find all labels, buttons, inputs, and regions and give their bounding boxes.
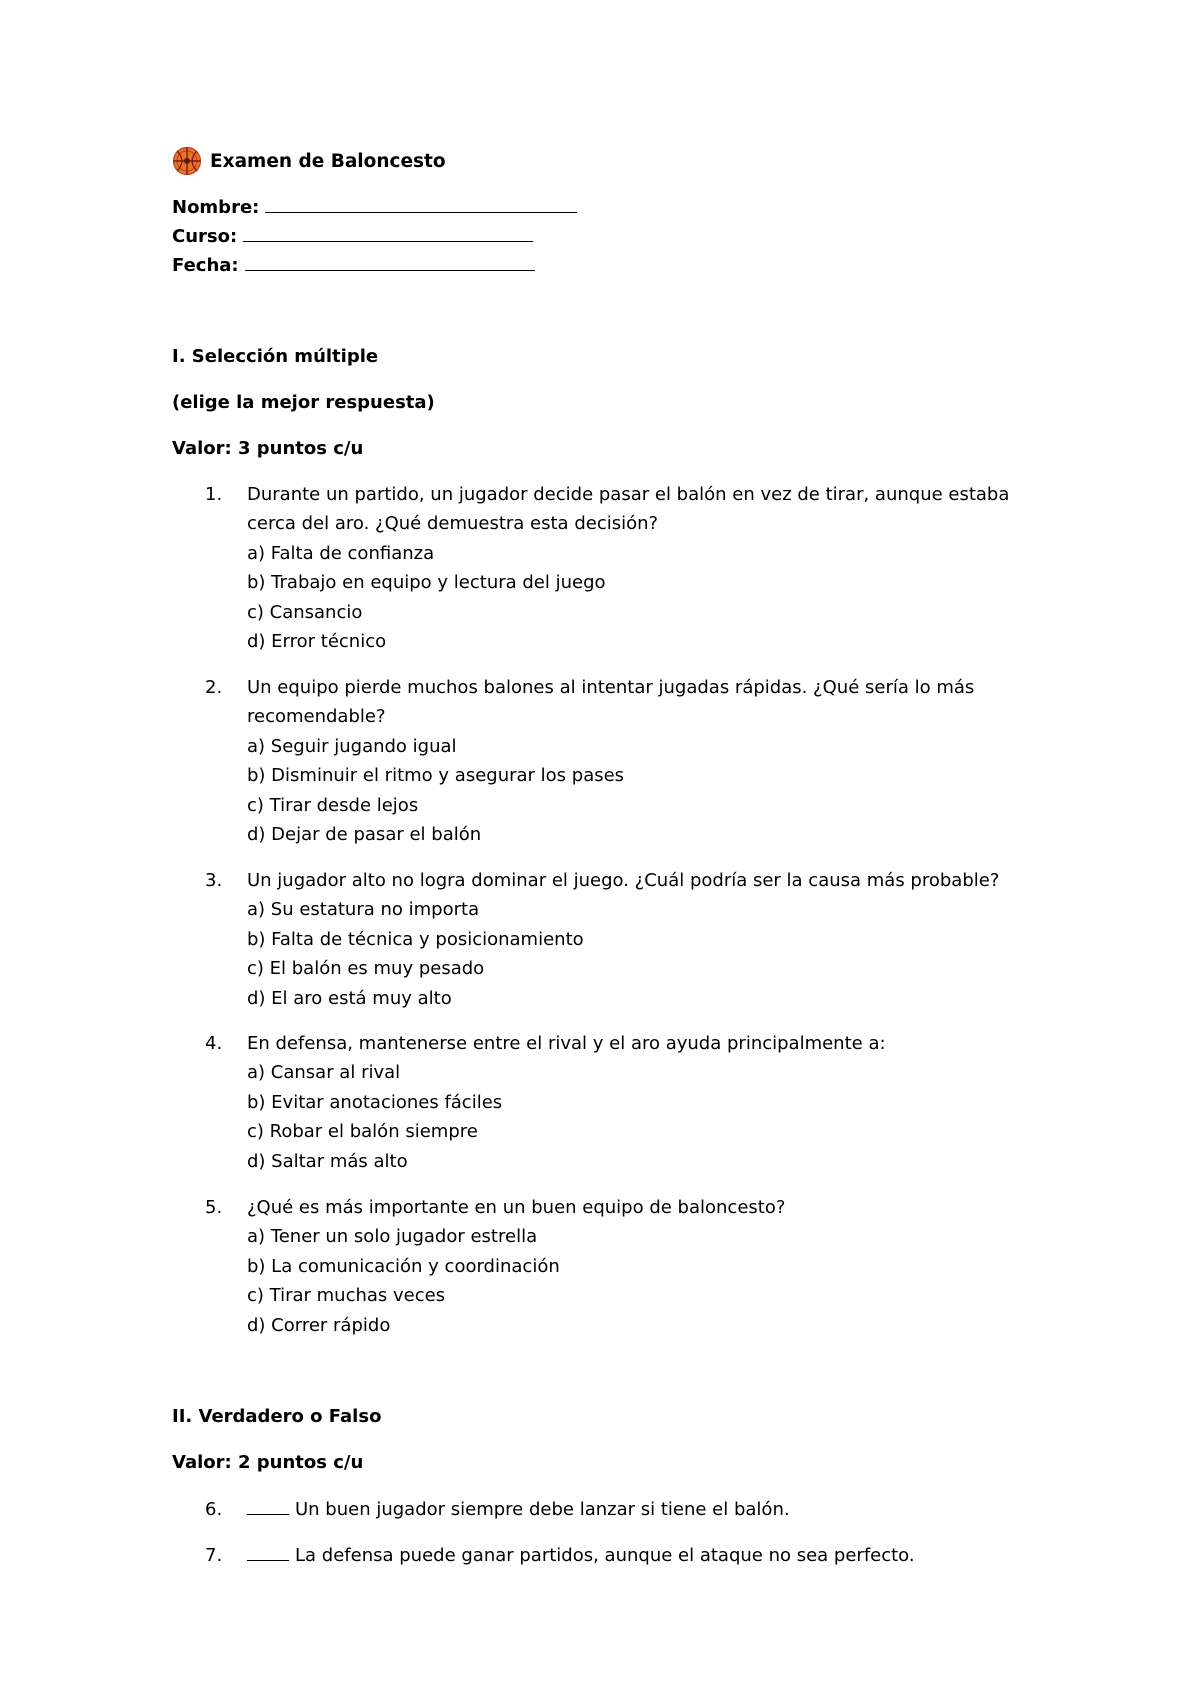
curso-label: Curso: <box>172 226 238 247</box>
question-3 <box>205 866 1065 1013</box>
option-a[interactable]: a) Tener un solo jugador estrella <box>247 1226 538 1248</box>
question-text-cont: recomendable? <box>247 706 386 728</box>
fecha-label: Fecha: <box>172 255 239 276</box>
statement-number: 6. <box>205 1499 223 1520</box>
option-d[interactable]: d) Correr rápido <box>247 1314 391 1336</box>
option-b[interactable]: b) Falta de técnica y posicionamiento <box>247 928 584 950</box>
option-d[interactable]: d) Error técnico <box>247 631 387 653</box>
option-c[interactable]: c) Cansancio <box>247 601 363 623</box>
question-number: 4. <box>205 1033 223 1054</box>
statement-text: Un buen jugador siempre debe lanzar si tiene el balón. <box>295 1499 790 1520</box>
section1-value: Valor: 3 puntos c/u <box>172 438 364 459</box>
option-a[interactable]: a) Falta de confianza <box>247 542 435 564</box>
option-b[interactable]: b) Evitar anotaciones fáciles <box>247 1091 503 1113</box>
nombre-field-row <box>172 193 577 222</box>
question-number: 3. <box>205 870 223 891</box>
question-text: Un jugador alto no logra dominar el juego. ¿Cuál podría ser la causa más probable? <box>247 870 1000 891</box>
question-4 <box>205 1029 1065 1176</box>
statement-6 <box>205 1495 1065 1524</box>
curso-blank[interactable] <box>243 222 533 242</box>
answer-blank[interactable] <box>247 1496 289 1515</box>
option-d[interactable]: d) Saltar más alto <box>247 1150 408 1172</box>
option-c[interactable]: c) El balón es muy pesado <box>247 958 485 980</box>
option-b[interactable]: b) Disminuir el ritmo y asegurar los pases <box>247 765 625 787</box>
statement-text: La defensa puede ganar partidos, aunque el ataque no sea perfecto. <box>295 1545 915 1566</box>
nombre-label: Nombre: <box>172 197 260 218</box>
question-number: 2. <box>205 677 223 698</box>
question-5 <box>205 1193 1065 1340</box>
student-fields <box>172 193 577 280</box>
section2-title: II. Verdadero o Falso <box>172 1406 382 1427</box>
option-c[interactable]: c) Tirar muchas veces <box>247 1285 446 1307</box>
question-1 <box>205 480 1065 656</box>
option-a[interactable]: a) Cansar al rival <box>247 1062 401 1084</box>
option-d[interactable]: d) Dejar de pasar el balón <box>247 824 482 846</box>
option-c[interactable]: c) Tirar desde lejos <box>247 794 419 816</box>
statement-7 <box>205 1541 1065 1570</box>
option-a[interactable]: a) Seguir jugando igual <box>247 735 457 757</box>
exam-title: Examen de Baloncesto <box>210 150 446 172</box>
question-text-cont: cerca del aro. ¿Qué demuestra esta decisión? <box>247 513 659 535</box>
section1-title: I. Selección múltiple <box>172 346 379 367</box>
section1-instruction: (elige la mejor respuesta) <box>172 392 435 413</box>
nombre-blank[interactable] <box>265 193 577 213</box>
option-b[interactable]: b) Trabajo en equipo y lectura del juego <box>247 572 606 594</box>
question-text: Un equipo pierde muchos balones al intentar jugadas rápidas. ¿Qué sería lo más <box>247 677 975 698</box>
basketball-icon <box>172 146 202 176</box>
question-text: ¿Qué es más importante en un buen equipo de baloncesto? <box>247 1197 786 1218</box>
question-number: 5. <box>205 1197 223 1218</box>
question-text: En defensa, mantenerse entre el rival y el aro ayuda principalmente a: <box>247 1033 886 1054</box>
question-text: Durante un partido, un jugador decide pasar el balón en vez de tirar, aunque estaba <box>247 484 1010 505</box>
option-b[interactable]: b) La comunicación y coordinación <box>247 1255 560 1277</box>
fecha-blank[interactable] <box>245 251 535 271</box>
option-a[interactable]: a) Su estatura no importa <box>247 899 480 921</box>
curso-field-row <box>172 222 577 251</box>
question-2 <box>205 673 1065 849</box>
fecha-field-row <box>172 251 577 280</box>
statement-number: 7. <box>205 1545 223 1566</box>
section2-value: Valor: 2 puntos c/u <box>172 1452 364 1473</box>
option-d[interactable]: d) El aro está muy alto <box>247 987 452 1009</box>
answer-blank[interactable] <box>247 1542 289 1561</box>
option-c[interactable]: c) Robar el balón siempre <box>247 1121 478 1143</box>
question-number: 1. <box>205 484 223 505</box>
exam-title-row <box>172 144 446 178</box>
